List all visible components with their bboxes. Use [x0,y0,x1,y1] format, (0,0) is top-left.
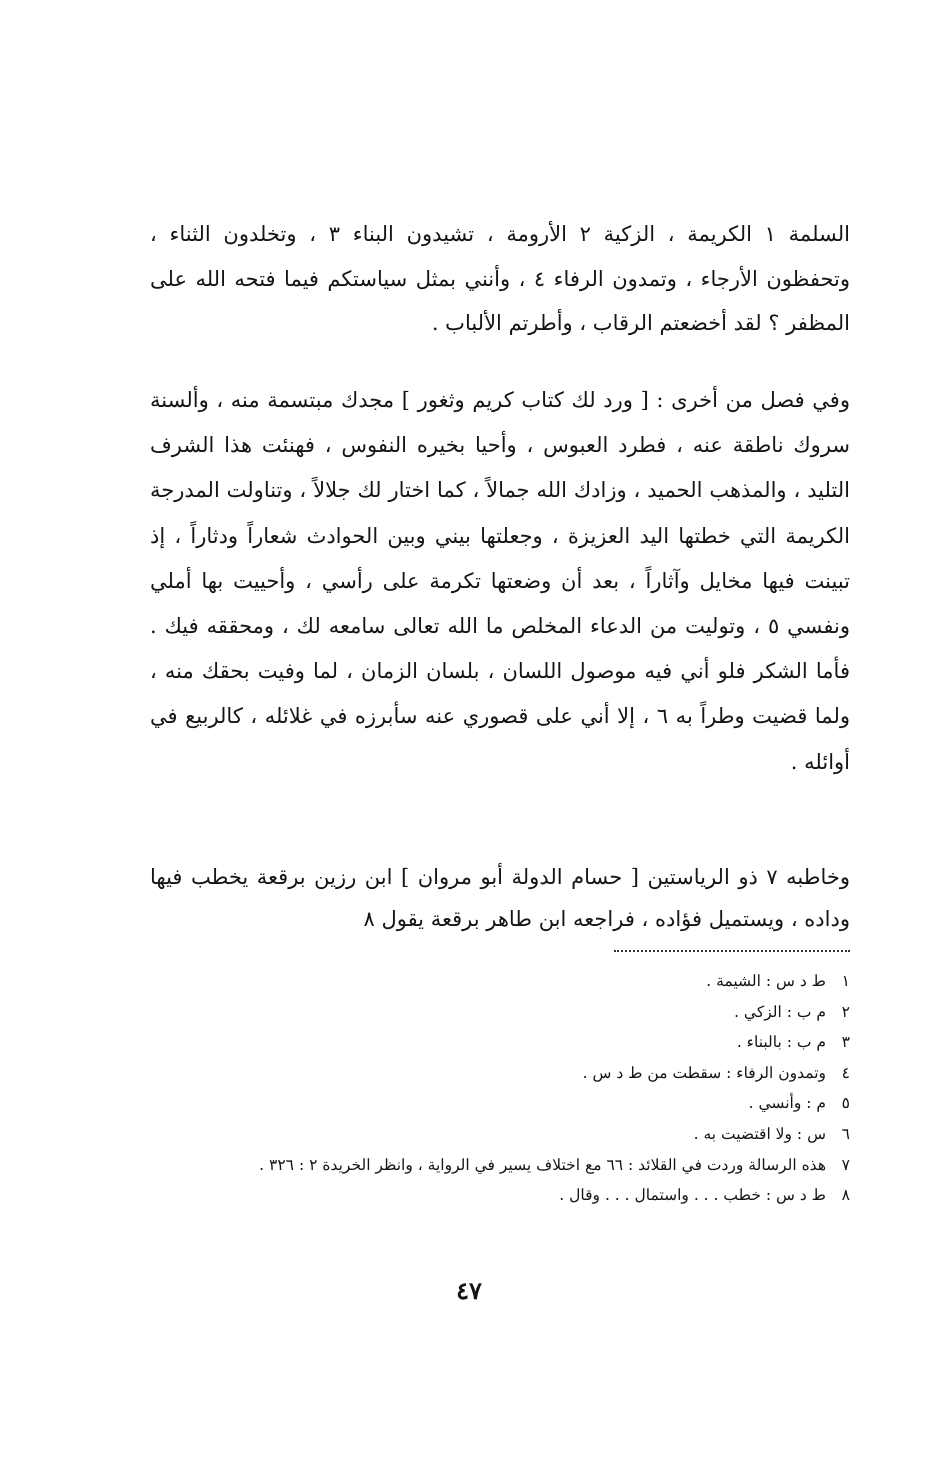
body-paragraph-1: السلمة ١ الكريمة ، الزكية ٢ الأرومة ، تشيدون البناء ٣ ، وتخلدون الثناء ، وتحفظون الأرجاء ، وتمدون الرفاء ٤ ، وأنني بمثل سياستكم فيما فتحه الله على المظفر ؟ لقد أخضعتم الرقاب ، وأطرتم الألباب . [150,222,850,335]
footnotes-list [150,966,850,1211]
footnote-item [150,1150,850,1181]
footnote-number: ٨ [841,1186,850,1205]
footnote-number: ٣ [841,1033,850,1052]
footnote-number: ٦ [841,1124,850,1143]
footnote-item [150,997,850,1028]
footnote-item [150,1119,850,1150]
footnote-number: ٤ [841,1063,850,1082]
footnote-divider [614,950,850,952]
footnote-text: وتمدون الرفاء : سقطت من ط د س . [582,1063,826,1082]
footnote-text: م ب : الزكي . [734,1002,826,1021]
body-paragraph-2: وفي فصل من أخرى : [ ورد لك كتاب كريم وثغور ] مجدك مبتسمة منه ، وألسنة سروك ناطقة عنه ، فطرد العبوس ، وأحيا بخيره النفوس ، فهنئت هذا الشرف التليد ، والمذهب الحميد ، وزادك الله جمالاً ، كما اختار لك جلالاً ، وتناولت المدرجة الكريمة التي خطتها اليد العزيزة ، وجعلتها بيني وبين الحوادث شعاراً ودثاراً ، إذ تبينت فيها مخايل وآثاراً ، بعد أن وضعتها تكرمة على رأسي ، وأحييت بها أملي ونفسي ٥ ، وتوليت من الدعاء المخلص ما الله تعالى سامعه لك ، ومحققه فيك . فأما الشكر فلو أني فيه موصول اللسان ، بلسان الزمان ، لما وفيت بحقك منه ، ولما قضيت وطراً به ٦ ، إلا أني على قصوري عنه سأبرزه في غلائله ، كالربيع في أوائله . [150,388,850,774]
footnote-number: ٢ [841,1002,850,1021]
footnote-item [150,1058,850,1089]
body-paragraph-3: وخاطبه ٧ ذو الرياستين [ حسام الدولة أبو مروان ] ابن رزين برقعة يخطب فيها وداده ، ويستميل فؤاده ، فراجعه ابن طاهر برقعة يقول ٨ [150,865,851,931]
footnote-item [150,1088,850,1119]
footnote-text: ط د س : الشيمة . [706,972,826,990]
page-number: ٤٧ [456,1276,482,1305]
footnote-item [150,966,850,997]
footnote-number: ١ [841,972,850,990]
footnote-number: ٥ [841,1094,850,1113]
footnote-text: م ب : بالبناء . [736,1033,826,1052]
footnote-item [150,1180,850,1211]
footnote-text: هذه الرسالة وردت في القلائد : ٦٦ مع اختلاف يسير في الرواية ، وانظر الخريدة ٢ : ٣٢٦ . [259,1155,826,1174]
footnote-item [150,1027,850,1058]
footnote-text: م : وأنسي . [748,1094,826,1113]
footnote-text: ط د س : خطب . . . واستمال . . . وقال . [559,1186,826,1205]
footnote-number: ٧ [841,1155,850,1174]
footnote-text: س : ولا اقتضيت به . [693,1124,826,1143]
